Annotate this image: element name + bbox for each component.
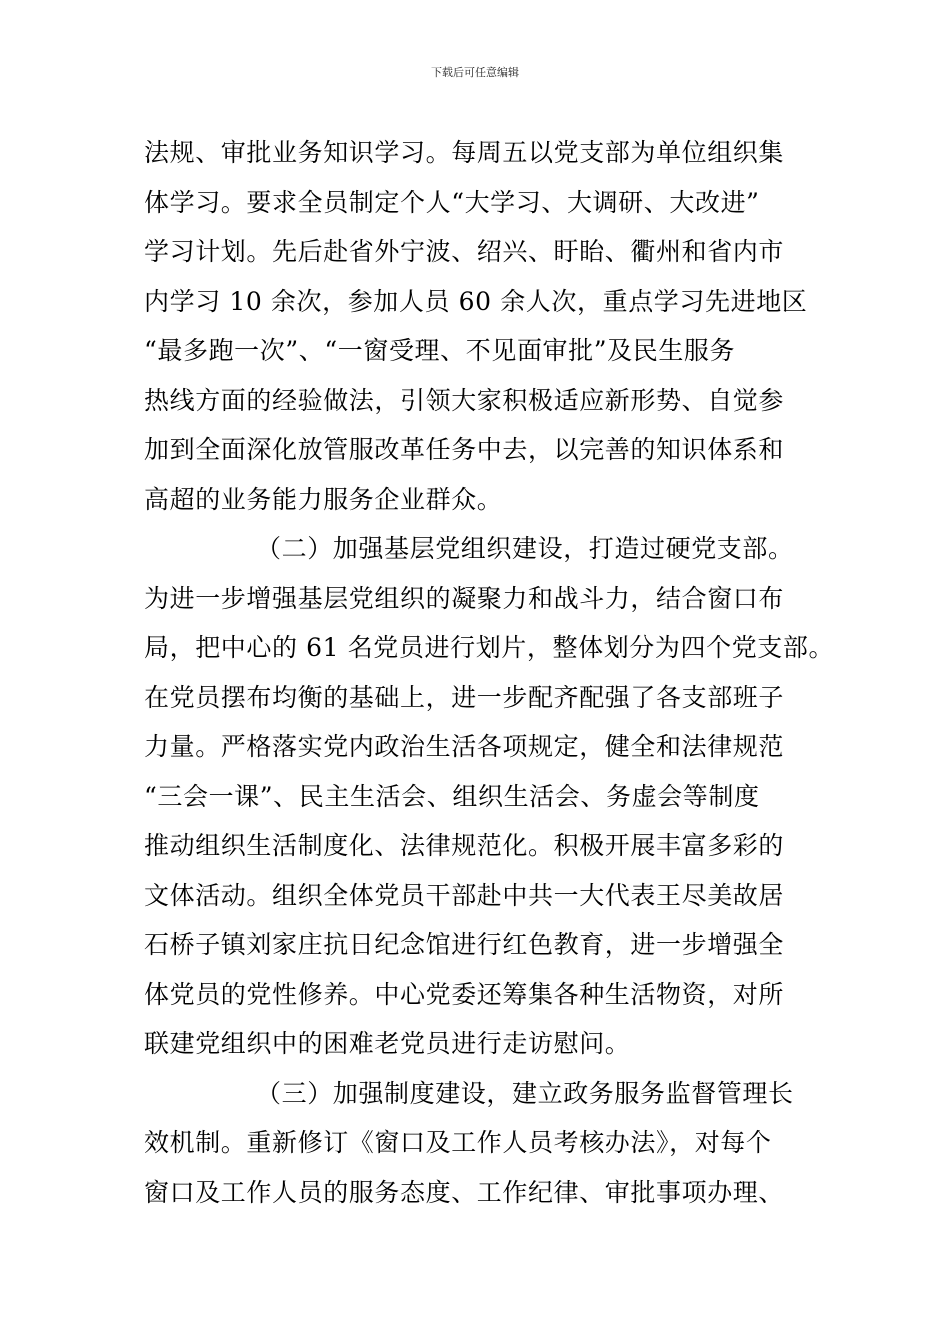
paragraph-line: 体学习。要求全员制定个人“大学习、大调研、大改进” <box>144 187 760 217</box>
paragraph-line: 加到全面深化放管服改革任务中去，以完善的知识体系和 <box>144 435 785 464</box>
document-body <box>144 128 835 1217</box>
paragraph-line: 石桥子镇刘家庄抗日纪念馆进行红色教育，进一步增强全 <box>144 930 785 959</box>
paragraph-line: 内学习 10 余次，参加人员 60 余人次，重点学习先进地区 <box>144 286 808 316</box>
paragraph-line: 热线方面的经验做法，引领大家积极适应新形势、自觉参 <box>144 385 785 415</box>
paragraph-line: “最多跑一次”、“一窗受理、不见面审批”及民生服务 <box>144 336 736 365</box>
paragraph-line: 高超的业务能力服务企业群众。 <box>144 484 503 514</box>
paragraph-line: 学习计划。先后赴省外宁波、绍兴、盱眙、衢州和省内市 <box>144 237 785 266</box>
paragraph-line: 联建党组织中的困难老党员进行走访慰问。 <box>144 1029 631 1058</box>
paragraph-line: 法规、审批业务知识学习。每周五以党支部为单位组织集 <box>144 138 785 167</box>
paragraph-line: 在党员摆布均衡的基础上，进一步配齐配强了各支部班子 <box>144 682 785 712</box>
paragraph-line: 推动组织生活制度化、法律规范化。积极开展丰富多彩的 <box>144 831 785 860</box>
paragraph-line: “三会一课”、民主生活会、组织生活会、务虚会等制度 <box>144 781 760 811</box>
paragraph-line: 力量。严格落实党内政治生活各项规定，健全和法律规范 <box>144 732 785 761</box>
paragraph-line: 窗口及工作人员的服务态度、工作纪律、审批事项办理、 <box>144 1177 785 1207</box>
section-heading-line: （二）加强基层党组织建设，打造过硬党支部。 <box>256 534 794 563</box>
paragraph-line: 文体活动。组织全体党员干部赴中共一大代表王尽美故居 <box>144 880 785 910</box>
section-heading-line: （三）加强制度建设，建立政务服务监督管理长 <box>256 1078 794 1108</box>
paragraph-line: 效机制。重新修订《窗口及工作人员考核办法》，对每个 <box>144 1128 772 1157</box>
paragraph-line: 局，把中心的 61 名党员进行划片，整体划分为四个党支部。 <box>144 633 835 662</box>
page-header-note: 下载后可任意编辑 <box>431 66 519 79</box>
paragraph-line: 为进一步增强基层党组织的凝聚力和战斗力，结合窗口布 <box>144 583 785 613</box>
paragraph-line: 体党员的党性修养。中心党委还筹集各种生活物资，对所 <box>144 979 785 1009</box>
